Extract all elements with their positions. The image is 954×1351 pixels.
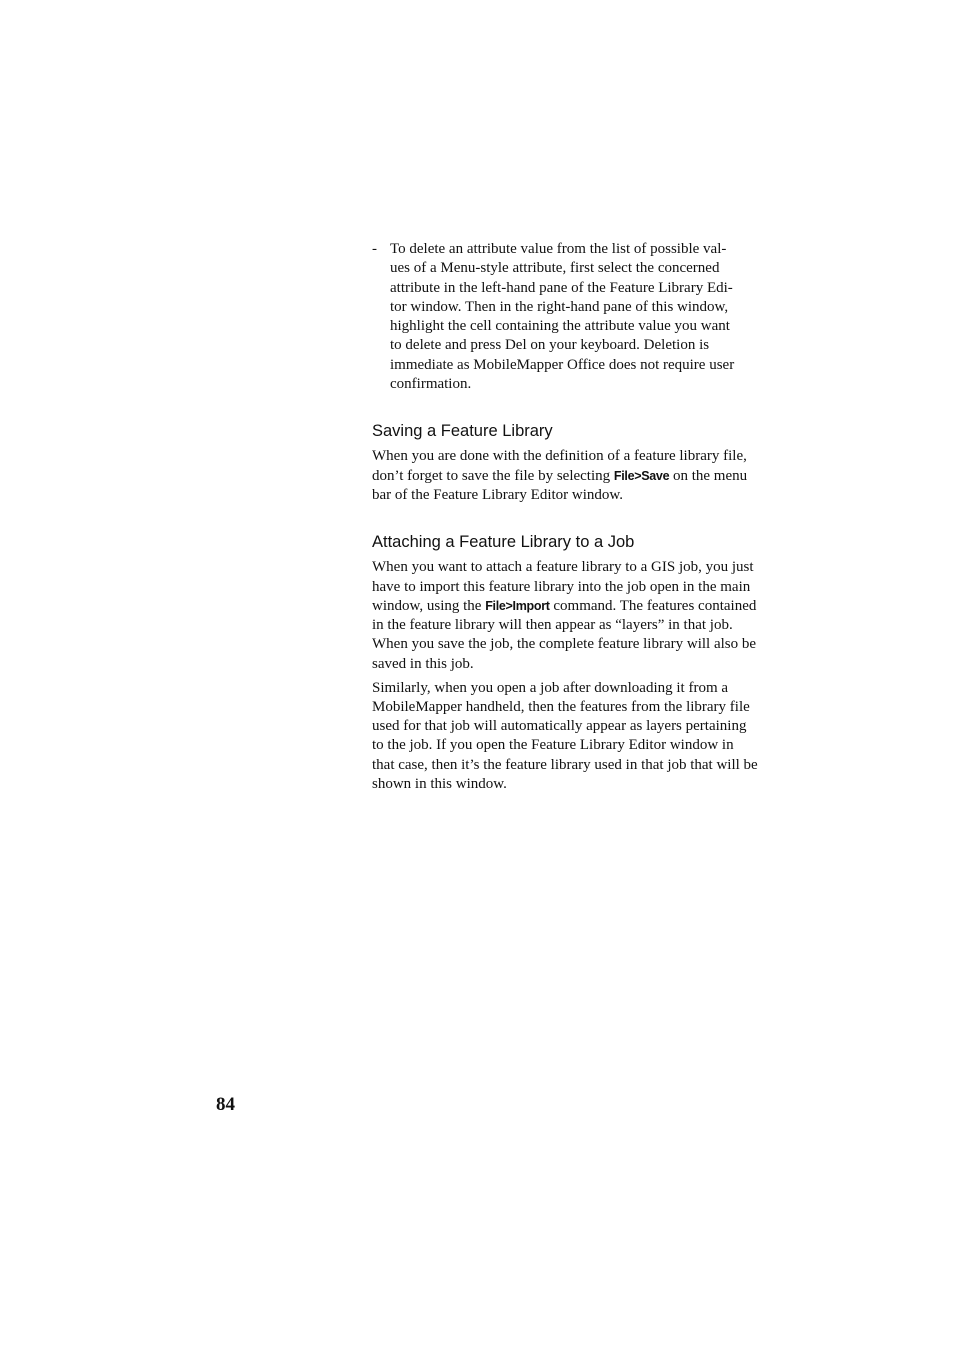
bullet-dash: - [372, 241, 377, 257]
attaching-text-before: When you want to attach a feature library to a GIS job, you just have to import this feature library into the job open in the main window, using the [372, 559, 754, 614]
bullet-line: To delete an attribute value from the list of possible val- [390, 241, 727, 257]
file-save-command: File>Save [613, 468, 670, 483]
attaching-paragraph-1 [372, 558, 758, 674]
bullet-line: attribute in the left-hand pane of the Feature Library Edi- [390, 279, 733, 296]
file-import-command: File>Import [485, 598, 550, 613]
attaching-text-after: command. The features contained in the feature library will then appear as “layers” in that job. When you save the job, the complete feature library will also be saved in this job. [372, 597, 757, 672]
page-number: 84 [216, 1094, 235, 1115]
text-column [372, 240, 758, 794]
bullet-line: confirmation. [390, 376, 472, 393]
saving-text-before: When you are done with the definition of a feature library file, don’t forget to save the file by selecting [372, 448, 747, 484]
bullet-line: ues of a Menu-style attribute, first select the concerned [390, 260, 720, 277]
saving-paragraph [372, 447, 758, 505]
attaching-paragraph-2: Similarly, when you open a job after downloading it from a MobileMapper handheld, then the features from the library file used for that job will automatically appear as layers pertaining to the job. If you open the Feature Library Editor window in that case, then it’s the feature library used in that job that will be shown in this window. [372, 679, 758, 793]
bullet-line: tor window. Then in the right-hand pane of this window, [390, 298, 729, 315]
section-heading-attaching: Attaching a Feature Library to a Job [372, 533, 635, 552]
section-heading-saving: Saving a Feature Library [372, 422, 553, 441]
saving-text-after: on the menu bar of the Feature Library Editor window. [372, 467, 748, 503]
bullet-item-delete-attribute [372, 240, 758, 394]
bullet-line: highlight the cell containing the attribute value you want [390, 318, 730, 335]
bullet-line: to delete and press Del on your keyboard. Deletion is [390, 337, 710, 354]
bullet-text [390, 240, 758, 394]
bullet-line: immediate as MobileMapper Office does not require user [390, 356, 735, 373]
